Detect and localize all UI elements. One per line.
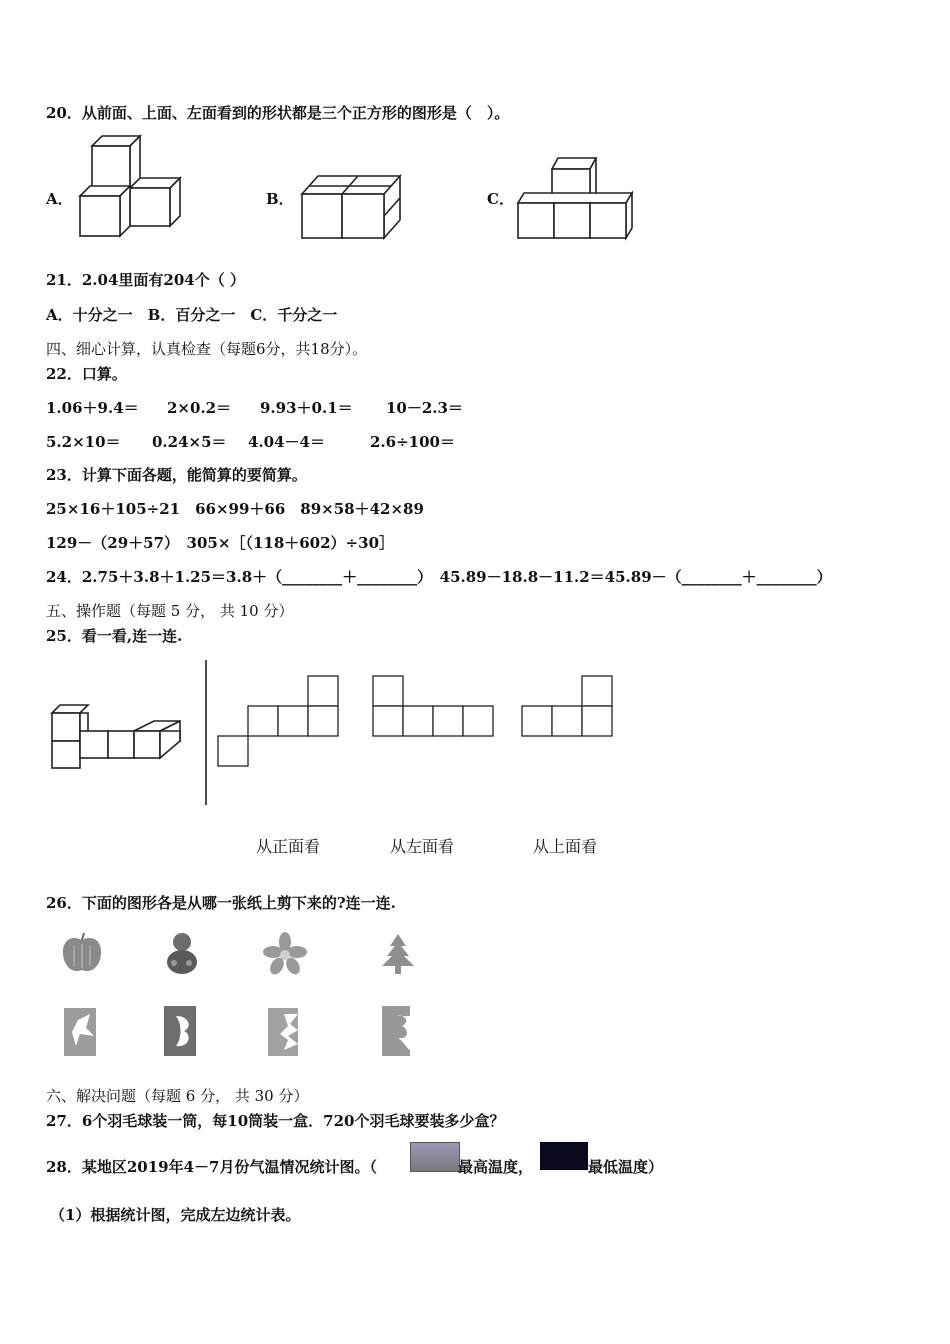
q25-label-front: 从正面看 [256,837,321,856]
legend-high-swatch [410,1142,460,1172]
q20-option-a-figure[interactable] [78,134,188,244]
q24-text: 24．2.75＋3.8＋1.25＝3.8＋（________＋________） 45.89－18.8－11.2＝45.89－（________＋________） [46,568,832,586]
q25-divider [204,660,208,805]
q22-row2-item1: 5.2×10＝ [46,433,121,451]
legend-low-swatch [540,1142,588,1170]
q20-option-b-figure[interactable] [300,174,410,244]
q21-options[interactable]: A．十分之一 B．百分之一 C．千分之一 [46,306,338,324]
q25-view-left[interactable] [373,674,498,739]
q20-option-a-label[interactable]: A． [46,190,73,208]
section4-title: 四、细心计算，认真检查（每题6分，共18分）。 [46,340,368,358]
q28-sub1: （1）根据统计图，完成左边统计表。 [50,1206,301,1224]
q25-view-front[interactable] [218,674,343,769]
q25-solid-figure [50,703,190,778]
gourd-shape-icon[interactable] [162,930,202,976]
q23-row1: 25×16＋105÷21 66×99＋66 89×58＋42×89 [46,500,424,518]
q25-label-top: 从上面看 [533,837,598,856]
section5-title: 五、操作题（每题 5 分， 共 10 分） [46,602,294,620]
q22-row2-item3: 4.04－4＝ [248,433,325,451]
section6-title: 六、解决问题（每题 6 分， 共 30 分） [46,1087,309,1105]
q26-text: 26．下面的图形各是从哪一张纸上剪下来的?连一连. [46,894,396,912]
q23-text: 23．计算下面各题，能简算的要简算。 [46,466,307,484]
q22-row1-item2: 2×0.2＝ [167,399,232,417]
legend-high-label: 最高温度， [458,1158,534,1176]
q23-row2: 129－（29＋57） 305×［（118＋602）÷30］ [46,534,395,552]
q27-text: 27．6个羽毛球装一筒，每10筒装一盒．720个羽毛球要装多少盒？ [46,1112,505,1130]
q22-row1-item1: 1.06＋9.4＝ [46,399,139,417]
q25-text: 25．看一看,连一连. [46,627,183,645]
q22-row2-item4: 2.6÷100＝ [370,433,455,451]
q22-row2-item2: 0.24×5＝ [152,433,227,451]
q20-option-c-label[interactable]: C． [487,190,514,208]
apple-shape-icon[interactable] [60,932,104,976]
paper-shape-2-icon[interactable] [162,1004,198,1058]
paper-shape-3-icon[interactable] [266,1006,302,1058]
tree-shape-icon[interactable] [376,932,420,976]
flower-shape-icon[interactable] [263,932,307,976]
q22-text: 22．口算。 [46,365,127,383]
paper-shape-4-icon[interactable] [380,1004,414,1058]
q25-view-top[interactable] [522,674,617,739]
q28-text: 28．某地区2019年4－7月份气温情况统计图。（ [46,1158,377,1176]
q20-option-c-figure[interactable] [516,155,641,245]
q25-label-left: 从左面看 [390,837,455,856]
q22-row1-item3: 9.93＋0.1＝ [260,399,353,417]
q20-text: 20．从前面、上面、左面看到的形状都是三个正方形的图形是（ ）。 [46,104,510,122]
legend-low-label: 最低温度） [588,1158,664,1176]
q22-row1-item4: 10－2.3＝ [386,399,463,417]
q21-text: 21．2.04里面有204个（ ） [46,271,245,289]
paper-shape-1-icon[interactable] [62,1006,98,1058]
q20-option-b-label[interactable]: B． [266,190,294,208]
